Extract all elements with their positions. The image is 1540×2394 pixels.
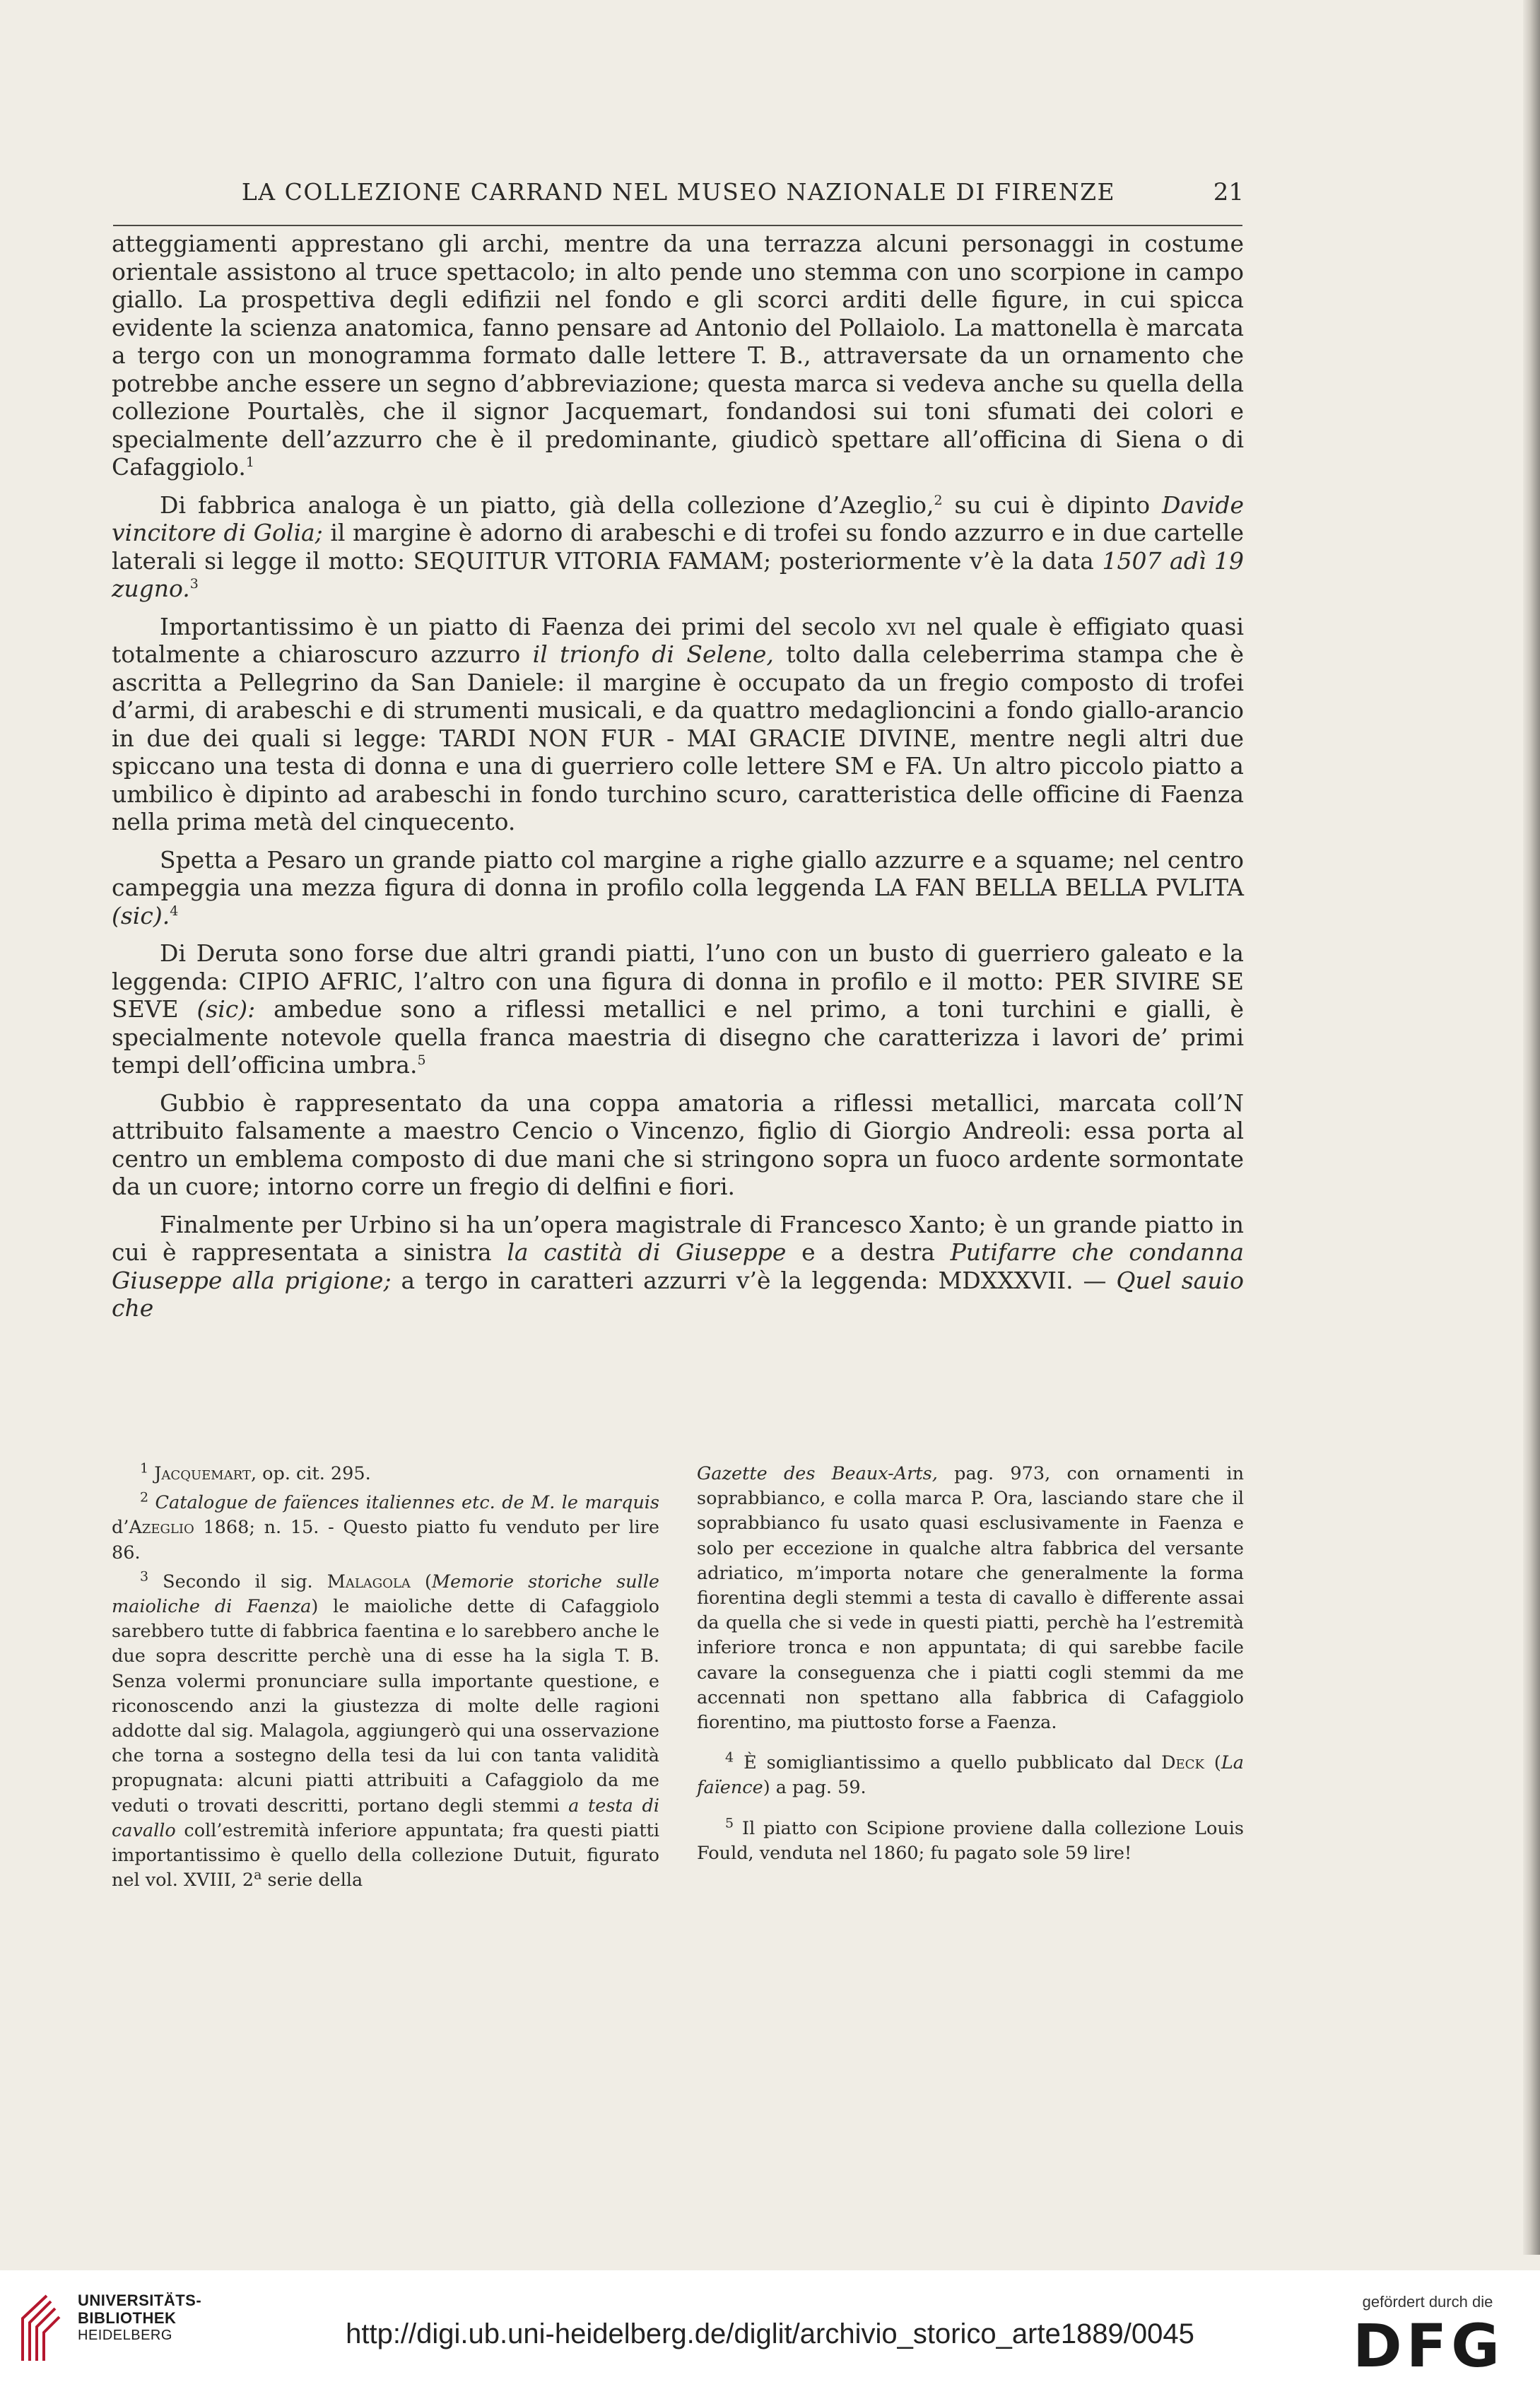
text-run: il trionfo di Selene, [532, 640, 774, 668]
text-run [148, 1492, 155, 1513]
text-run: Deck [1161, 1752, 1204, 1774]
text-run: la castità di Giuseppe [507, 1238, 787, 1266]
reference-mark: 2 [140, 1489, 149, 1506]
text-run: a tergo in caratteri azzurri v’è la leggenda: MDXXXVII. — [391, 1266, 1117, 1294]
library-name-line-1: UNIVERSITÄTS- [78, 2292, 202, 2309]
text-run: Gubbio è rappresentato da una coppa amatoria a riflessi metallici, marcata coll’N attribuito falsamente a maestro Cencio o Vincenzo, figlio di Giorgio Andreoli: essa porta al centro un emblema composto di due mani che si stringono sopra un fuoco ardente sormontate da un cuore; intorno corre un fregio di delfini e fiori. [112, 1089, 1244, 1200]
reference-mark: 1 [140, 1460, 149, 1477]
text-run: d’ [112, 1517, 129, 1539]
reference-mark: 4 [725, 1749, 734, 1766]
reference-mark: 3 [189, 576, 199, 592]
text-run: ( [410, 1571, 432, 1592]
text-run: ambedue sono a riflessi metallici e nel primo, a toni turchini e gialli, è specialmente notevole quella franca maestria di disegno che caratterizza i lavori de’ primi tempi dell’officina umbra. [112, 995, 1245, 1079]
header-rule [113, 225, 1242, 226]
reference-mark: 5 [725, 1815, 734, 1831]
text-run: (sic). [112, 901, 170, 929]
text-run: tolto dalla celeberrima stampa che è ascritta a Pellegrino da San Daniele: il margine è occupato da un fregio composto di trofei d’armi, di arabeschi e di strumenti musicali, e da quattro medaglioncini a fondo giallo-arancio in due dei quali si legge: TARDI NON FUR - MAI GRACIE DIVINE, mentre negli altri due spiccano una testa di donna e una di guerriero colle lettere SM e FA. Un altro piccolo piatto a umbilico è dipinto ad arabeschi in fondo turchino scuro, caratteristica delle officine di Faenza nella prima metà del cinquecento. [112, 640, 1245, 835]
text-run: 1507 adì 19 zugno. [112, 546, 1245, 602]
text-run [148, 1463, 154, 1484]
text-run: (sic): [196, 995, 256, 1023]
text-run: La faïence [697, 1752, 1244, 1799]
text-run: Finalmente per Urbino si ha un’opera magistrale di Francesco Xanto; è un grande piatto in cui è rappresentata a sinistra [112, 1210, 1244, 1266]
paragraph [112, 846, 1244, 930]
paragraph [112, 1089, 1244, 1201]
running-header [113, 178, 1244, 221]
text-run: Di Deruta sono forse due altri grandi piatti, l’uno con un busto di guerriero galeato e la leggenda: CIPIO AFRIC, l’altro con una figura di donna in profilo e il motto: PER SIVIRE SE SEVE [112, 939, 1244, 1023]
footnote [112, 1491, 659, 1566]
reference-mark: 3 [140, 1568, 149, 1585]
reference-mark: 4 [170, 903, 179, 919]
funder-caption: gefördert durch die [1362, 2293, 1493, 2311]
footnote [112, 1570, 659, 1894]
text-run: 1868; n. 15. - Questo piatto fu venduto per lire 86. [112, 1517, 659, 1563]
text-run: xvi [886, 612, 917, 640]
running-title: LA COLLEZIONE CARRAND NEL MUSEO NAZIONALE DI FIRENZE [241, 178, 1116, 206]
text-run: Azeglio [129, 1517, 194, 1539]
digitization-footer [0, 2270, 1540, 2394]
library-name-line-3: HEIDELBERG [78, 2328, 172, 2343]
footnotes-left-column [112, 1462, 659, 1897]
text-run: Catalogue de faïences italiennes etc. de M. le marquis [155, 1492, 660, 1514]
text-run: ( [1204, 1752, 1221, 1774]
text-run: ) le maioliche dette di Cafaggiolo sarebbero tutte di fabbrica faentina e lo sarebbero anche le due sopra descritte perchè una di esse ha la sigla T. B. Senza volermi pronunciare sulla importante questione, e riconoscendo anzi la giustezza di molte delle ragioni addotte dal sig. Malagola, aggiungerò qui una osservazione che torna a sostegno della tesi da lui con tanta validità propugnata: alcuni piatti attribuiti a Cafaggiolo da me veduti o trovati descritti, portano degli stemmi [112, 1596, 659, 1817]
text-run: serie della [261, 1870, 363, 1891]
text-run: È somigliantissimo a quello pubblicato dal [734, 1752, 1162, 1774]
paragraph [112, 491, 1244, 603]
footnote [112, 1462, 659, 1486]
text-run: e a destra [786, 1238, 951, 1266]
page-number: 21 [1213, 178, 1244, 206]
text-run: pag. 973, con ornamenti in soprabbianco, e colla marca P. Ora, lasciando stare che il soprabbianco fu usato quasi esclusivamente in Faenza e solo per eccezione in qualche altra fabbrica del versante adriatico, m’importa notare che generalmente la forma fiorentina degli stemmi a testa di cavallo è differente assai da quella che si vede in questi piatti, perchè ha l’estremità inferiore tronca e non appuntata; di qui sarebbe facile cavare la conseguenza che i piatti cogli stemmi da me accennati non spettano alla fabbrica di Cafaggiolo fiorentino, ma piuttosto forse a Faenza. [697, 1463, 1244, 1734]
text-run: il margine è adorno di arabeschi e di trofei su fondo azzurro e in due cartelle laterali si legge il motto: SEQUITUR VITORIA FAMAM; posteriormente v’è la data [112, 519, 1244, 575]
text-run: ) a pag. 59. [763, 1777, 866, 1799]
text-run: Importantissimo è un piatto di Faenza dei primi del secolo [160, 612, 886, 640]
page-edge-shadow [1523, 0, 1540, 2255]
reference-mark: 2 [934, 492, 943, 508]
text-run: coll’estremità inferiore appuntata; fra questi piatti importantissimo è quello della collezione Dutuit, figurato nel vol. XVIII, 2 [112, 1819, 659, 1891]
text-run: Gazette des Beaux-Arts, [697, 1463, 938, 1484]
text-run: Davide vincitore di Golia; [112, 491, 1244, 546]
text-run: Spetta a Pesaro un grande piatto col margine a righe giallo azzurre e a squame; nel centro campeggia una mezza figura di donna in profilo colla leggenda LA FAN BELLA BELLA PVLITA [112, 845, 1244, 901]
text-run: a testa di cavallo [112, 1795, 659, 1841]
footnote [697, 1817, 1244, 1866]
footnote [697, 1751, 1244, 1800]
footnotes-right-column [697, 1462, 1244, 1870]
dfg-logo: DFG [1352, 2311, 1505, 2381]
text-run: Jacquemart [154, 1463, 251, 1484]
paragraph [112, 939, 1244, 1079]
text-run: Il piatto con Scipione proviene dalla collezione Louis Fould, venduta nel 1860; fu pagato sole 59 lire! [697, 1817, 1244, 1864]
reference-mark: 5 [417, 1052, 426, 1068]
paragraph [112, 230, 1244, 481]
text-run: , op. cit. 295. [250, 1463, 371, 1484]
text-run: Secondo il sig. [148, 1571, 327, 1592]
footnote [697, 1462, 1244, 1735]
reference-mark: a [254, 1867, 262, 1883]
paragraph [112, 613, 1244, 836]
text-run: nel quale è effigiato quasi totalmente a chiaroscuro azzurro [112, 612, 1244, 668]
library-name-line-2: BIBLIOTHEK [78, 2309, 177, 2327]
text-run: atteggiamenti apprestano gli archi, mentre da una terrazza alcuni personaggi in costume orientale assistono al truce spettacolo; in alto pende uno stemma con uno scorpione in campo giallo. La prospettiva degli edifizii nel fondo e gli scorci arditi delle figure, in cui spicca evidente la scienza anatomica, fanno pensare ad Antonio del Pollaiolo. La mattonella è marcata a tergo con un monogramma formato dalle lettere T. B., attraversate da un ornamento che potrebbe anche essere un segno d’abbreviazione; questa marca si vedeva anche su quella della collezione Pourtalès, che il signor Jacquemart, fondandosi sui toni sfumati dei colori e specialmente dell’azzurro che è il predominante, giudicò spettare all’officina di Siena o di Cafaggiolo. [112, 230, 1244, 481]
paragraph [112, 1211, 1244, 1322]
main-text [112, 230, 1244, 1332]
text-run: su cui è dipinto [942, 491, 1163, 519]
text-run: Memorie storiche sulle maioliche di Faenza [112, 1571, 660, 1618]
reference-mark: 1 [245, 454, 254, 470]
text-run: Putifarre che condanna Giuseppe alla prigione; [112, 1238, 1244, 1294]
text-run: Quel sauio che [112, 1266, 1245, 1322]
text-run: Malagola [327, 1571, 411, 1592]
permalink-url[interactable]: http://digi.ub.uni-heidelberg.de/diglit/archivio_storico_arte1889/0045 [346, 2318, 1194, 2349]
text-run: Di fabbrica analoga è un piatto, già della collezione d’Azeglio, [160, 491, 934, 519]
